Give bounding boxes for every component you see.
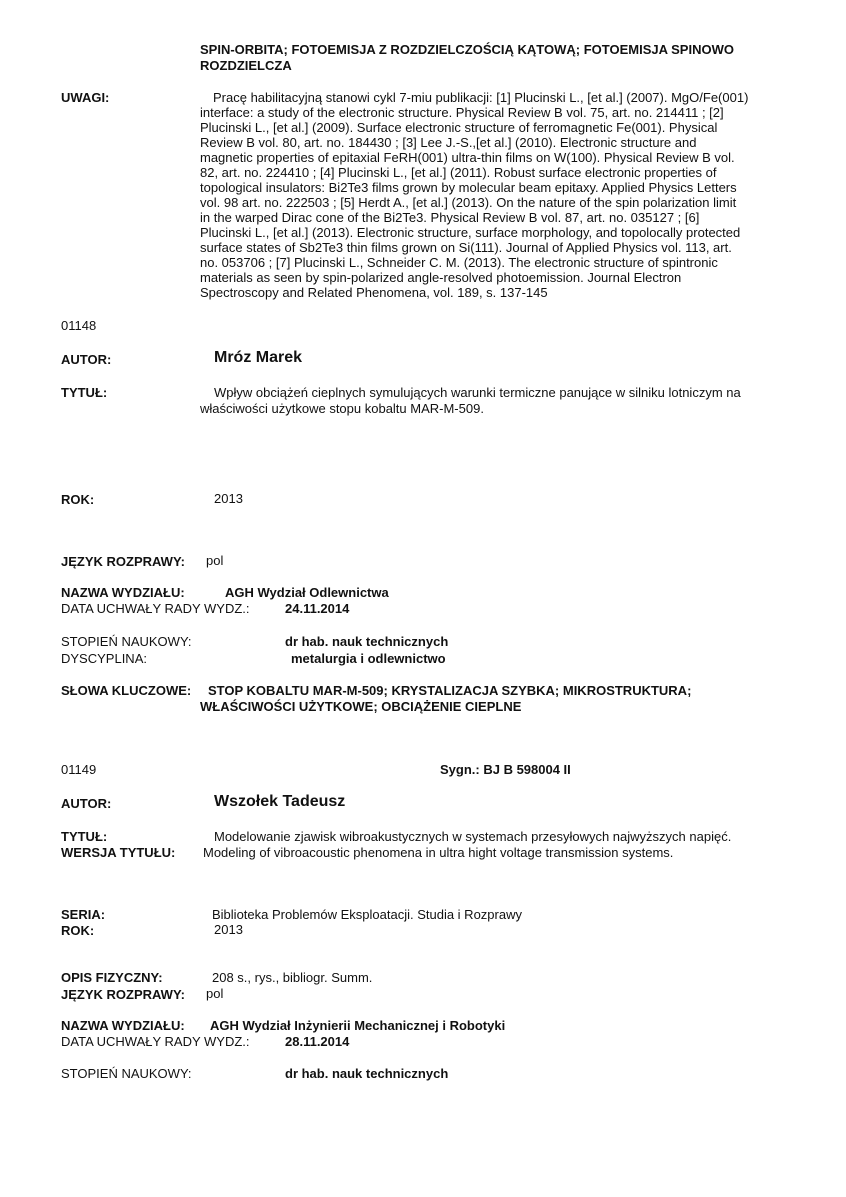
language-label: JĘZYK ROZPRAWY: <box>61 987 185 1002</box>
faculty-value: AGH Wydział Inżynierii Mechanicznej i Robotyki <box>210 1018 506 1033</box>
language-value: pol <box>206 986 224 1001</box>
notes-line: Review B vol. 80, art. no. 184430 ; [3] Lee J.-S.,[et al.] (2010). Electronic structure and <box>200 135 697 150</box>
resolution-date-label: DATA UCHWAŁY RADY WYDZ.: <box>61 601 250 616</box>
language-label: JĘZYK ROZPRAWY: <box>61 554 185 569</box>
series-value: Biblioteka Problemów Eksploatacji. Studia i Rozprawy <box>212 907 522 922</box>
title-line2: właściwości użytkowe stopu kobaltu MAR-M-509. <box>200 401 484 416</box>
year-value: 2013 <box>214 922 243 937</box>
notes-line: vol. 98 art. no. 222503 ; [5] Herdt A., [et al.] (2013). On the nature of the spin polarization limit <box>200 195 737 210</box>
author-name: Wszołek Tadeusz <box>214 793 346 810</box>
author-label: AUTOR: <box>61 352 112 367</box>
degree-value: dr hab. nauk technicznych <box>285 634 449 649</box>
notes-line: surface states of Sb2Te3 thin films grown on Si(111). Journal of Applied Physics vol. 113, art. <box>200 240 732 255</box>
notes-line: Pracę habilitacyjną stanowi cykl 7-miu publikacji: [1] Plucinski L., [et al.] (2007). MgO/Fe(001) <box>213 90 749 105</box>
discipline-label: DYSCYPLINA: <box>61 651 147 666</box>
title-label: TYTUŁ: <box>61 829 108 844</box>
author-name: Mróz Marek <box>214 349 303 366</box>
degree-label: STOPIEŃ NAUKOWY: <box>61 1066 192 1081</box>
title-version-value: Modeling of vibroacoustic phenomena in ultra hight voltage transmission systems. <box>203 845 674 860</box>
series-label: SERIA: <box>61 907 106 922</box>
faculty-label: NAZWA WYDZIAŁU: <box>61 1018 185 1033</box>
title-label: TYTUŁ: <box>61 385 108 400</box>
resolution-date-value: 24.11.2014 <box>285 601 350 616</box>
year-label: ROK: <box>61 923 95 938</box>
year-value: 2013 <box>214 491 243 506</box>
title-value: Modelowanie zjawisk wibroakustycznych w systemach przesyłowych najwyższych napięć. <box>214 829 732 844</box>
notes-line: interface: a study of the electronic structure. Physical Review B vol. 75, art. no. 214411 ; [2] <box>200 105 724 120</box>
discipline-value: metalurgia i odlewnictwo <box>291 651 446 666</box>
notes-line: 82, art. no. 224410 ; [4] Plucinski L., [et al.] (2011). Robust surface electronic properties of <box>200 165 717 180</box>
resolution-date-value: 28.11.2014 <box>285 1034 350 1049</box>
keywords-line2: WŁAŚCIWOŚCI UŻYTKOWE; OBCIĄŻENIE CIEPLNE <box>200 699 522 714</box>
prev-keywords-line1: SPIN-ORBITA; FOTOEMISJA Z ROZDZIELCZOŚCIĄ KĄTOWĄ; FOTOEMISJA SPINOWO <box>200 42 734 57</box>
physical-description-label: OPIS FIZYCZNY: <box>61 970 163 985</box>
degree-label: STOPIEŃ NAUKOWY: <box>61 634 192 649</box>
notes-line: in the warped Dirac cone of the Bi2Te3. Physical Review B vol. 87, art. no. 035127 ; [6] <box>200 210 700 225</box>
notes-line: Spectroscopy and Related Phenomena, vol. 189, s. 137-145 <box>200 285 548 300</box>
prev-keywords-line2: ROZDZIELCZA <box>200 58 292 73</box>
author-label: AUTOR: <box>61 796 112 811</box>
keywords-line1: STOP KOBALTU MAR-M-509; KRYSTALIZACJA SZYBKA; MIKROSTRUKTURA; <box>208 683 692 698</box>
keywords-label: SŁOWA KLUCZOWE: <box>61 683 192 698</box>
record-number: 01149 <box>61 762 97 777</box>
notes-line: Plucinski L., [et al.] (2013). Electronic structure, surface morphology, and topolocally protected <box>200 225 741 240</box>
language-value: pol <box>206 553 224 568</box>
notes-line: magnetic properties of epitaxial FeRH(001) ultra-thin films on W(100). Physical Review B vol. <box>200 150 735 165</box>
title-version-label: WERSJA TYTUŁU: <box>61 845 176 860</box>
year-label: ROK: <box>61 492 95 507</box>
notes-line: materials as seen by spin-polarized angle-resolved photoemission. Journal Electron <box>200 270 682 285</box>
record-number: 01148 <box>61 318 97 333</box>
notes-line: Plucinski L., [et al.] (2009). Surface electronic structure of ferromagnetic Fe(001). Physical <box>200 120 718 135</box>
faculty-label: NAZWA WYDZIAŁU: <box>61 585 185 600</box>
notes-line: no. 053706 ; [7] Plucinski L., Schneider C. M. (2013). The electronic structure of spintronic <box>200 255 718 270</box>
notes-line: topological insulators: Bi2Te3 films grown by molecular beam epitaxy. Applied Physics Letters <box>200 180 737 195</box>
notes-label: UWAGI: <box>61 90 110 105</box>
title-line1: Wpływ obciążeń cieplnych symulujących warunki termiczne panujące w silniku lotniczym na <box>214 385 741 400</box>
physical-description-value: 208 s., rys., bibliogr. Summ. <box>212 970 373 985</box>
faculty-value: AGH Wydział Odlewnictwa <box>225 585 389 600</box>
resolution-date-label: DATA UCHWAŁY RADY WYDZ.: <box>61 1034 250 1049</box>
signature: Sygn.: BJ B 598004 II <box>440 762 571 777</box>
degree-value: dr hab. nauk technicznych <box>285 1066 449 1081</box>
